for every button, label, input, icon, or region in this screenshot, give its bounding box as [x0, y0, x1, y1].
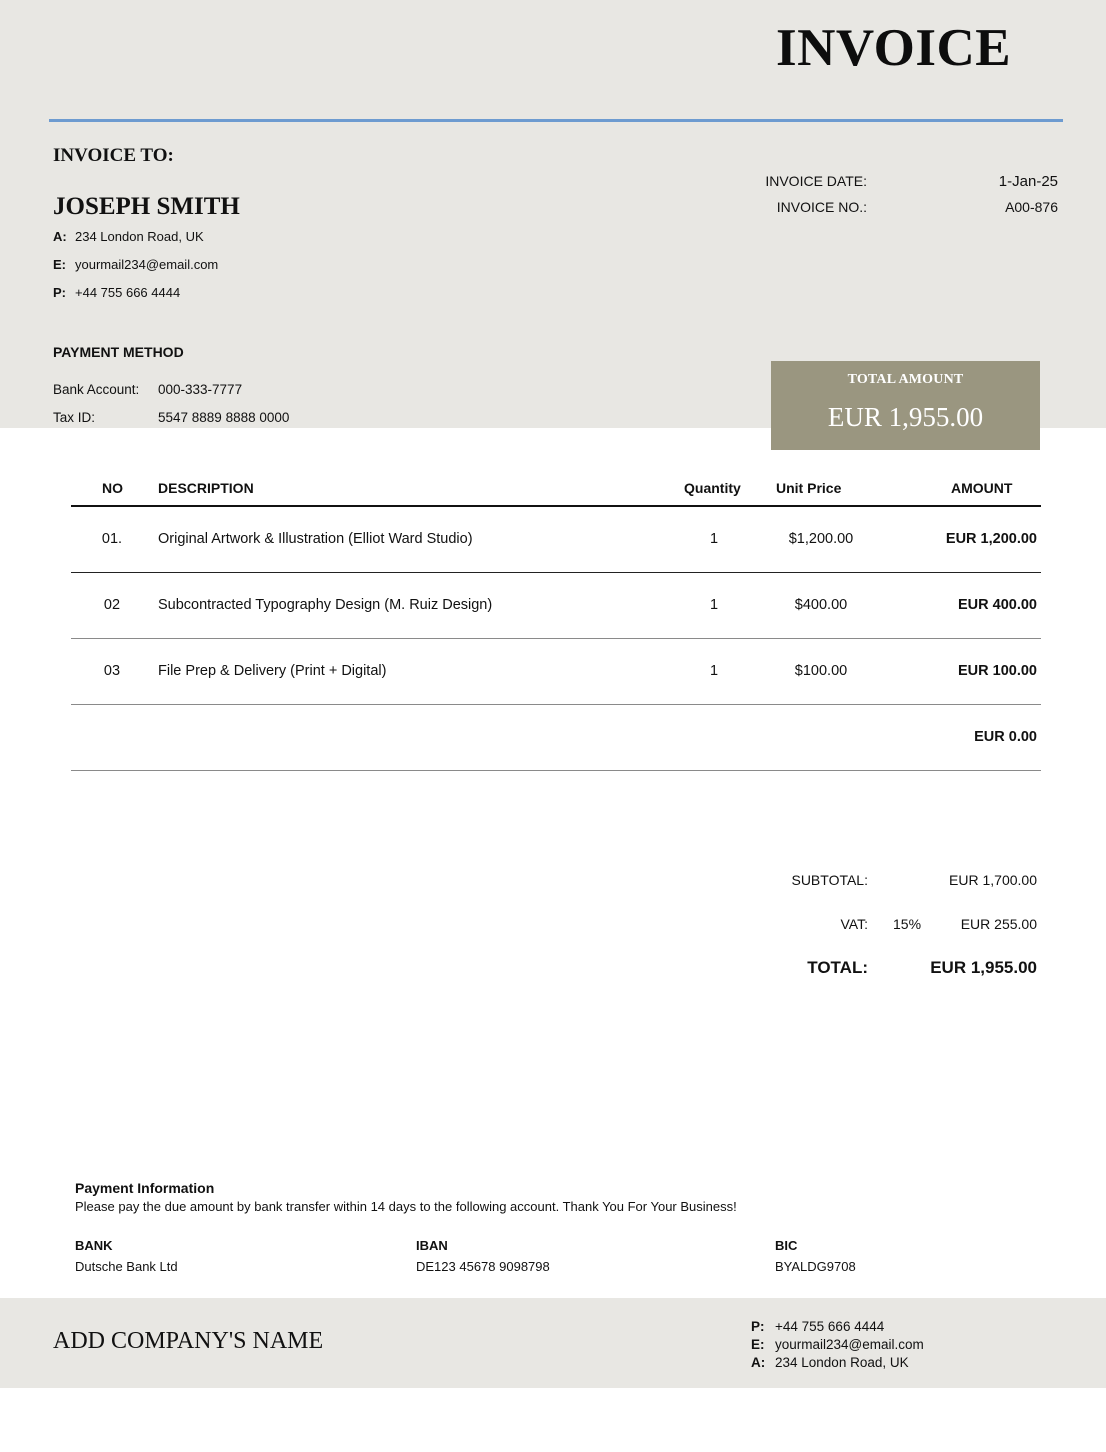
- row-quantity: 1: [709, 597, 719, 613]
- bank-value: Dutsche Bank Ltd: [75, 1259, 178, 1274]
- total-label: TOTAL:: [807, 958, 868, 977]
- col-header-description: DESCRIPTION: [158, 480, 254, 496]
- header-divider: [49, 119, 1063, 122]
- row-description: Subcontracted Typography Design (M. Ruiz Design): [158, 597, 493, 613]
- client-address: 234 London Road, UK: [75, 229, 204, 244]
- footer-address-key: A:: [751, 1355, 766, 1370]
- client-name: JOSEPH SMITH: [53, 193, 240, 220]
- subtotal-label: SUBTOTAL:: [791, 872, 868, 888]
- invoice-number: A00-876: [1005, 199, 1058, 215]
- footer-email: yourmail234@email.com: [775, 1337, 924, 1352]
- table-row: [71, 705, 1041, 771]
- email-key: E:: [53, 257, 66, 272]
- vat-value: EUR 255.00: [960, 916, 1037, 932]
- total-amount-value: EUR 1,955.00: [827, 402, 984, 432]
- row-no: 03: [103, 663, 121, 679]
- iban-value: DE123 45678 9098798: [416, 1259, 550, 1274]
- col-header-quantity: Quantity: [684, 480, 741, 496]
- client-phone: +44 755 666 4444: [75, 285, 181, 300]
- row-no: 01.: [101, 531, 123, 547]
- phone-key: P:: [53, 285, 66, 300]
- tax-id-label: Tax ID:: [53, 410, 96, 425]
- bank-column: [75, 1238, 178, 1274]
- footer-phone: +44 755 666 4444: [775, 1319, 885, 1334]
- client-address-line: [53, 229, 204, 244]
- row-no: 02: [103, 597, 121, 613]
- payment-method-heading: PAYMENT METHOD: [53, 344, 184, 360]
- table-row: [71, 573, 1041, 639]
- payment-information-text: Please pay the due amount by bank transfer within 14 days to the following account. Thank You For Your Business!: [75, 1199, 737, 1214]
- bic-column: [775, 1238, 856, 1274]
- invoice-number-label: INVOICE NO.:: [776, 199, 867, 215]
- total-amount-box: [771, 361, 1040, 450]
- row-description: File Prep & Delivery (Print + Digital): [158, 663, 387, 679]
- invoice-to-label: INVOICE TO:: [53, 145, 174, 166]
- client-phone-line: [53, 285, 180, 300]
- row-amount: EUR 100.00: [958, 663, 1037, 679]
- iban-column: [416, 1238, 550, 1274]
- row-quantity: 1: [709, 663, 719, 679]
- client-email: yourmail234@email.com: [75, 257, 219, 272]
- row-unit-price: $400.00: [794, 597, 848, 613]
- footer-band: [0, 1298, 1106, 1388]
- invoice-date-label: INVOICE DATE:: [765, 173, 867, 189]
- row-unit-price: $1,200.00: [788, 531, 854, 547]
- footer-address: 234 London Road, UK: [775, 1355, 909, 1370]
- row-divider: [71, 770, 1041, 771]
- row-amount: EUR 0.00: [974, 729, 1037, 745]
- col-header-unit-price: Unit Price: [776, 480, 842, 496]
- bic-value: BYALDG9708: [775, 1259, 856, 1274]
- row-unit-price: $100.00: [794, 663, 848, 679]
- col-header-no: NO: [102, 480, 123, 496]
- payment-information-title: Payment Information: [75, 1180, 215, 1196]
- bic-label: BIC: [775, 1238, 798, 1253]
- tax-id-value: 5547 8889 8888 0000: [158, 410, 290, 425]
- bank-label: BANK: [75, 1238, 113, 1253]
- table-row: [71, 507, 1041, 573]
- payment-information: [75, 1180, 737, 1214]
- col-header-amount: AMOUNT: [951, 480, 1013, 496]
- vat-label: VAT:: [840, 916, 868, 932]
- client-email-line: [53, 257, 218, 272]
- bank-account-label: Bank Account:: [53, 382, 140, 397]
- footer-address-line: [751, 1355, 909, 1370]
- total-amount-label: TOTAL AMOUNT: [847, 372, 964, 387]
- table-row: [71, 639, 1041, 705]
- vat-rate: 15%: [893, 916, 922, 932]
- footer-phone-line: [751, 1319, 884, 1334]
- company-name: ADD COMPANY'S NAME: [53, 1328, 324, 1354]
- subtotal-value: EUR 1,700.00: [949, 872, 1037, 888]
- footer-phone-key: P:: [751, 1319, 765, 1334]
- footer-email-key: E:: [751, 1337, 765, 1352]
- row-description: Original Artwork & Illustration (Elliot Ward Studio): [158, 531, 473, 547]
- footer-email-line: [751, 1337, 924, 1352]
- row-amount: EUR 1,200.00: [945, 531, 1037, 547]
- iban-label: IBAN: [416, 1238, 448, 1253]
- total-value: EUR 1,955.00: [930, 958, 1037, 977]
- document-title: INVOICE: [776, 19, 1012, 77]
- row-amount: EUR 400.00: [958, 597, 1037, 613]
- bank-account-value: 000-333-7777: [158, 382, 243, 397]
- invoice-date: 1-Jan-25: [998, 173, 1058, 190]
- row-quantity: 1: [709, 531, 719, 547]
- address-key: A:: [53, 229, 67, 244]
